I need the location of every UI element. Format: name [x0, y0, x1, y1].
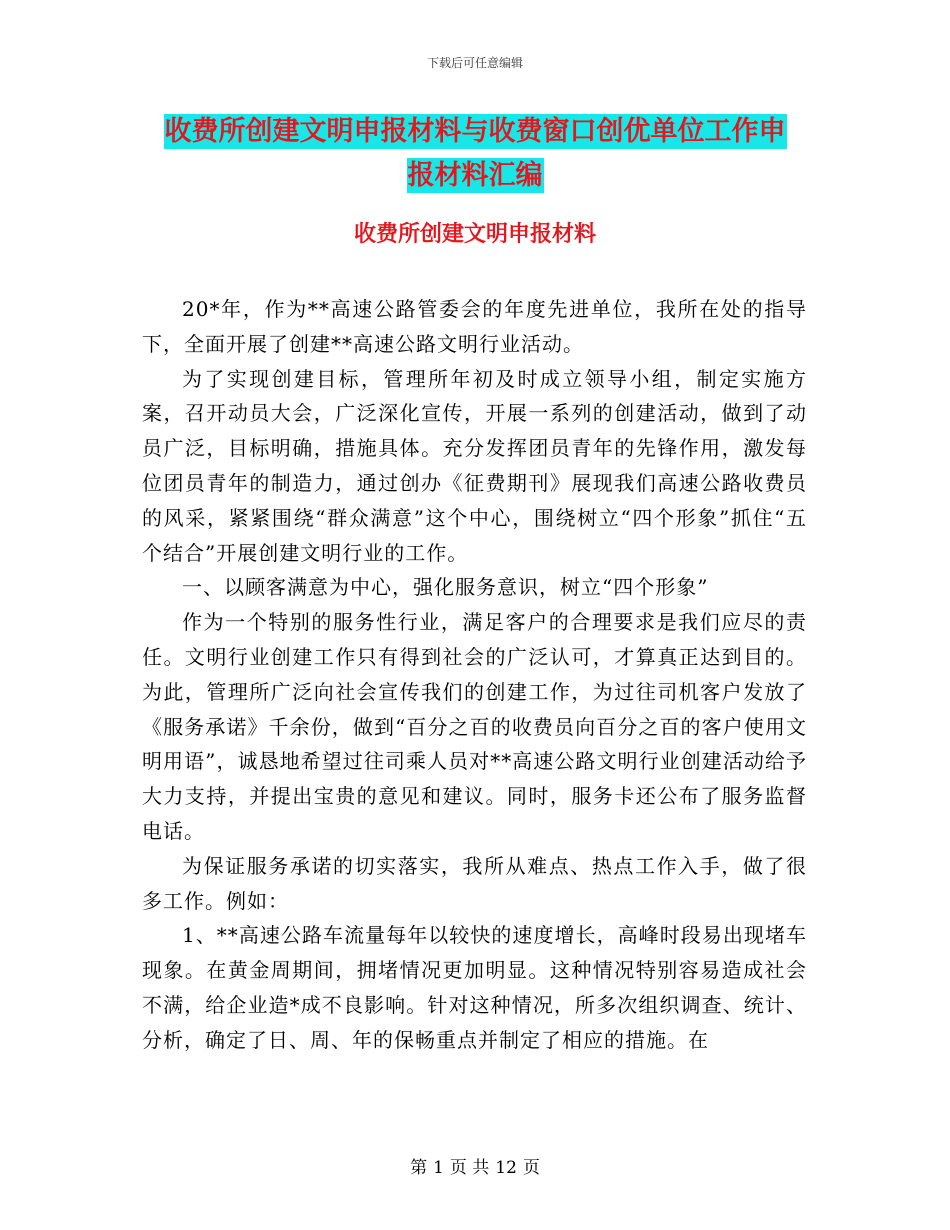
document-title-line-2: 报材料汇编 [407, 160, 543, 191]
paragraph: 1、**高速公路车流量每年以较快的速度增长，高峰时段易出现堵车现象。在黄金周期间，拥堵情况更加明显。这种情况特别容易造成社会不满，给企业造*成不良影响。针对这种情况，所多次组织调查、统计、分析，确定了日、周、年的保畅重点并制定了相应的措施。在 [142, 923, 807, 1052]
section-heading: 一、以顾客满意为中心，强化服务意识，树立“四个形象” [182, 575, 709, 600]
page-header-note: 下载后可任意编辑 [426, 56, 523, 70]
paragraph: 20*年，作为**高速公路管委会的年度先进单位，我所在处的指导下，全面开展了创建**高速公路文明行业活动。 [142, 297, 807, 356]
document-title-line-1: 收费所创建文明申报材料与收费窗口创优单位工作申 [164, 116, 786, 147]
footer-suffix: 页 [522, 1158, 540, 1178]
current-page-number: 1 [433, 1158, 444, 1178]
document-body [142, 292, 807, 1058]
paragraph: 作为一个特别的服务性行业，满足客户的合理要求是我们应尽的责任。文明行业创建工作只有得到社会的广泛认可，才算真正达到目的。为此，管理所广泛向社会宣传我们的创建工作，为过往司机客户发放了《服务承诺》千余份，做到“百分之百的收费员向百分之百的客户使用文明用语”，诚恳地希望过往司乘人员对**高速公路文明行业创建活动给予大力支持，并提出宝贵的意见和建议。同时，服务卡还公布了服务监督电话。 [142, 610, 807, 843]
section-title: 收费所创建文明申报材料 [353, 222, 596, 247]
paragraph: 为了实现创建目标，管理所年初及时成立领导小组，制定实施方案，召开动员大会，广泛深化宣传，开展一系列的创建活动，做到了动员广泛，目标明确，措施具体。充分发挥团员青年的先锋作用，激发每位团员青年的制造力，通过创办《征费期刊》展现我们高速公路收费员的风采，紧紧围绕“群众满意”这个中心，围绕树立“四个形象”抓住“五个结合”开展创建文明行业的工作。 [142, 366, 807, 565]
page-footer [0, 1153, 950, 1178]
document-title [140, 110, 810, 198]
footer-prefix: 第 [410, 1158, 428, 1178]
total-page-count: 12 [495, 1158, 517, 1178]
footer-middle: 页 共 [449, 1158, 490, 1178]
paragraph: 为保证服务承诺的切实落实，我所从难点、热点工作入手，做了很多工作。例如： [142, 853, 807, 913]
